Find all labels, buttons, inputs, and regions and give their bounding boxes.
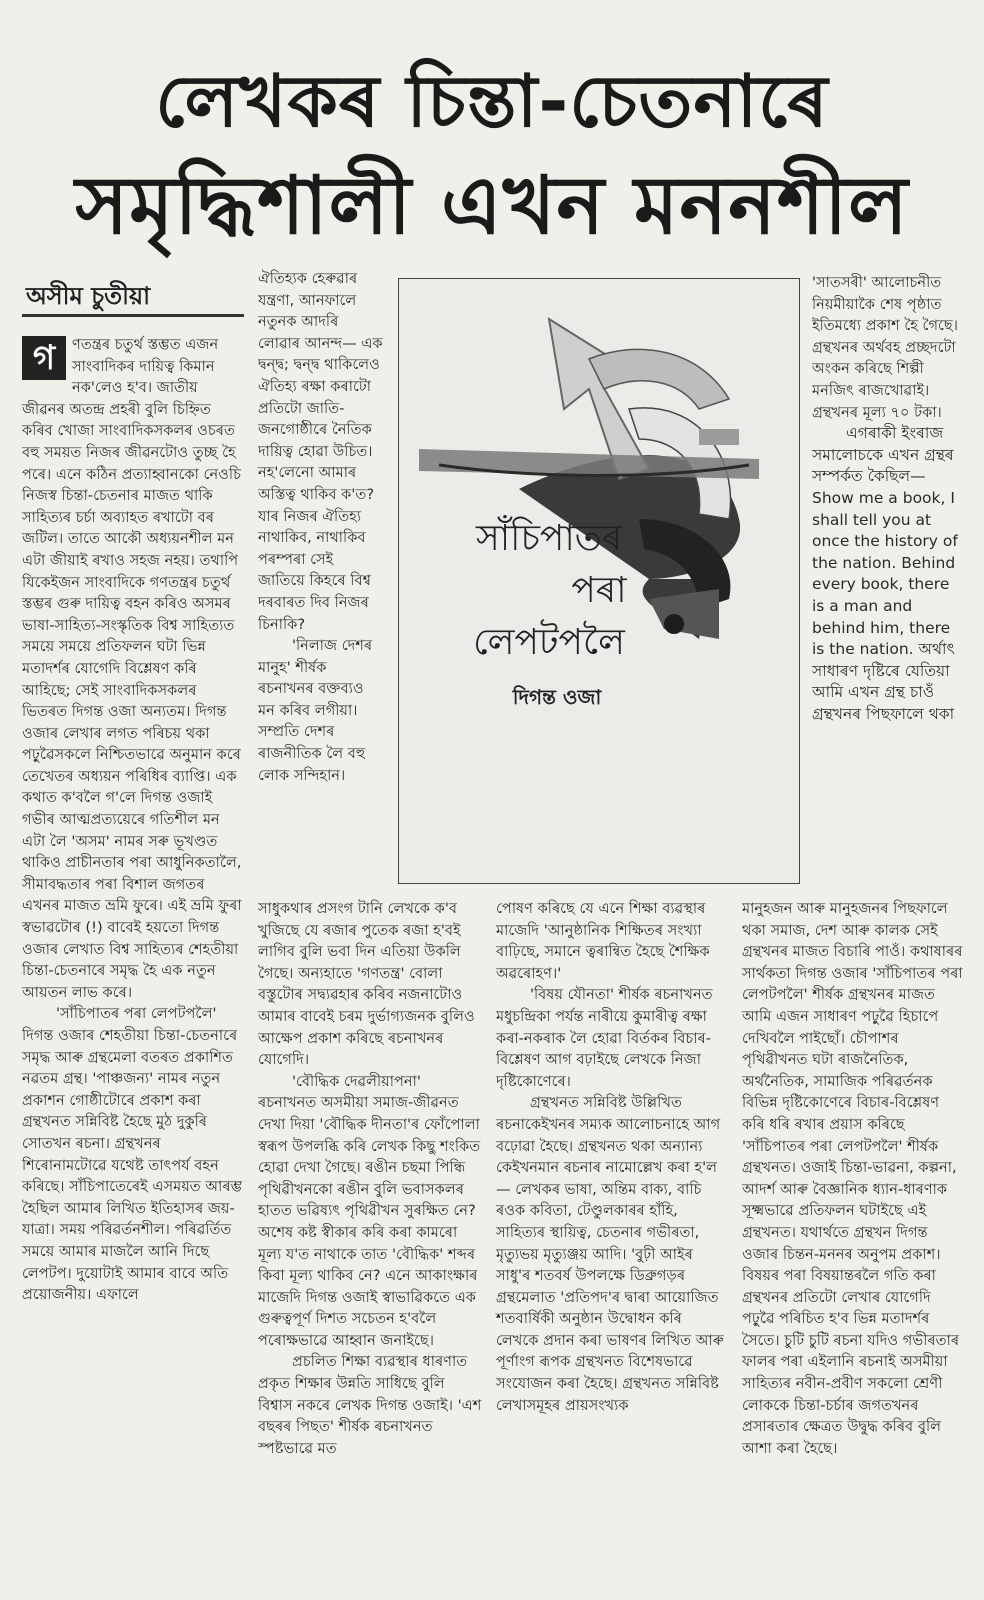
- headline-line-2: সমৃদ্ধিশালী এখন মননশীল: [75, 159, 909, 253]
- article-paragraph: 'সাতসৰী' আলোচনীত নিয়মীয়াকৈ শেষ পৃষ্ঠাত ইতিমধ্যে প্ৰকাশ হৈ গৈছে। গ্ৰন্থখনৰ অৰ্থবহ প্ৰচ্ছদটো অংকন কৰিছে শিল্পী মনজিৎ ৰাজখোৱাই। গ্ৰন্থখনৰ মূল্য ৭০ টকা।: [812, 274, 958, 421]
- article-paragraph: 'নিলাজ দেশৰ মানুহ' শীৰ্ষক ৰচনাখনৰ বক্তব্যও মন কৰিব লগীয়া। সম্প্ৰতি দেশৰ ৰাজনীতিক লৈ বহু লোক সন্দিহান।: [258, 637, 373, 784]
- drop-cap: গ: [22, 336, 66, 380]
- book-title-line: লেপটপলৈ: [473, 622, 625, 663]
- book-author: দিগন্ত ওজা: [512, 685, 602, 709]
- article-column-4: [258, 898, 483, 1459]
- article-paragraph: ঐতিহ্যক হেৰুৱাৰ যন্ত্ৰণা, আনফালে নতুনক আদৰি লোৱাৰ আনন্দ— এক দ্বন্দ্ব; দ্বন্দ্ব থাকিলেও ঐতিহ্য ৰক্ষা কৰাটো প্ৰতিটো জাতি-জনগোষ্ঠীৰে নৈতিক দায়িত্ব হোৱা উচিত। নহ'লেনো আমাৰ অস্তিত্ব থাকিব ক'ত? যাৰ নিজৰ ঐতিহ্য নাথাকিব, নাথাকিব পৰম্পৰা সেই জাতিয়ে কিহৰে বিশ্ব দৰবাৰত দিব নিজৰ চিনাকি?: [258, 270, 383, 633]
- paragraph-text: ণতন্ত্ৰৰ চতুৰ্থ স্তম্ভত এজন সাংবাদিকৰ দায়িত্ব কিমান নক'লেও হ'ব। জাতীয় জীৱনৰ অতন্দ্ৰ প্ৰহৰী বুলি চিহ্নিত কৰিব খোজা সাংবাদিকসকলৰ ওচৰত বহু সময়ত নিজৰ জীৱনটোও তুচ্ছ হৈ পৰে। এনে কঠিন প্ৰত্যাহ্বানকো নেওচি নিজস্ব চিন্তা-চেতনাৰ মাজত থাকি সাহিত্যৰ চৰ্চা অব্যাহত ৰখাটো বৰ জটিল। তাতে আকৌ অধ্যয়নশীল মন এটা জীয়াই ৰখাও সহজ নহয়। তথাপি যিকেইজন সাংবাদিকে গণতন্ত্ৰৰ চতুৰ্থ স্তম্ভৰ গুৰু দায়িত্ব বহন কৰিও অসমৰ ভাষা-সাহিত্য-সংস্কৃতিক বিশ্ব সাহিত্যত সময়ে সময়ে প্ৰতিফলন ঘটা ভিন্ন মতাদৰ্শৰ যোগেদি বিশ্লেষণ কৰি আহিছে; সেই সাংবাদিকসকলৰ ভিতৰত দিগন্ত ওজা অন্যতম। দিগন্ত ওজাৰ লেখাৰ লগত পৰিচয় থকা পঢ়ুৱৈসকলে নিশ্চিতভাৱে অনুমান কৰে তেখেতৰ অধ্যয়ন পৰিধিৰ ব্যাপ্তি। এক কথাত ক'বলৈ গ'লে দিগন্ত ওজাই গভীৰ আত্মপ্ৰত্যয়েৰে গতিশীল মন এটা লৈ 'অসম' নামৰ সৰু ভূখণ্ডত থাকিও প্ৰাচীনতাৰ পৰা আধুনিকতালৈ, সীমাবদ্ধতাৰ পৰা বিশাল জগতৰ এখনৰ মাজত ভ্ৰমি ফুৰে। এই ভ্ৰমি ফুৰা স্বভাৱটোৰ (!) বাবেই হয়তো দিগন্ত ওজাৰ লেখাত বিশ্ব সাহিত্যৰ শেহতীয়া চিন্তা-চেতনাৰে সমৃদ্ধ হৈ এক নতুন আয়তন লাভ কৰে।: [22, 336, 242, 1001]
- book-title-line: সাঁচিপাতৰ: [475, 518, 623, 559]
- article-paragraph: 'বিষয় যৌনতা' শীৰ্ষক ৰচনাখনত মধুচন্দ্ৰিকা পৰ্যন্ত নাৰীয়ে কুমাৰীত্ব ৰক্ষা কৰা-নকৰাক লৈ হোৱা বিৰ্তকৰ বিচাৰ-বিশ্লেষণ আগ বঢ়াইছে লেখকে নিজা দৃষ্টিকোণেৰে।: [496, 986, 713, 1090]
- article-paragraph: [22, 334, 244, 1003]
- byline-rule: [22, 314, 244, 317]
- article-paragraph: মানুহজন আৰু মানুহজনৰ পিছফালে থকা সমাজ, দেশ আৰু কালক সেই গ্ৰন্থখনৰ মাজত বিচাৰি পাওঁ। কথাষাৰৰ সাৰ্থকতা দিগন্ত ওজাৰ 'সাঁচিপাতৰ পৰা লেপটপলৈ' শীৰ্ষক গ্ৰন্থখনৰ মাজত আমি এজন সাধাৰণ পঢ়ুৱৈ হিচাপে দেখিবলৈ পাইছোঁ। চৌপাশৰ পৃথিৱীখনত ঘটা ৰাজনৈতিক, অৰ্থনৈতিক, সামাজিক পৰিৱৰ্তনক বিভিন্ন দৃষ্টিকোণেৰে বিচাৰ-বিশ্লেষণ কৰি ধৰি ৰখাৰ প্ৰয়াস কৰিছে 'সাঁচিপাতৰ পৰা লেপটপলৈ' শীৰ্ষক গ্ৰন্থখনত। ওজাই চিন্তা-ভাৱনা, কল্পনা, আদৰ্শ আৰু বৈজ্ঞানিক ধ্যান-ধাৰণাক সূক্ষ্মভাৱে প্ৰতিফলন ঘটাইছে এই গ্ৰন্থখনত। যথাৰ্থতে গ্ৰন্থখন দিগন্ত ওজাৰ চিন্তন-মননৰ অনুপম প্ৰকাশ। বিষয়ৰ পৰা বিষয়ান্তৰলৈ গতি কৰা গ্ৰন্থখনৰ প্ৰতিটো লেখাৰ যোগেদি পঢ়ুৱৈ পৰিচিত হ'ব ভিন্ন মতাদৰ্শৰ সৈতে। চুটি চুটি ৰচনা যদিও গভীৰতাৰ ফালৰ পৰা এইলানি ৰচনাই অসমীয়া সাহিত্যৰ নবীন-প্ৰবীণ সকলো শ্ৰেণী লোককে চিন্তা-চৰ্চাৰ জগতখনৰ প্ৰসাৰতাৰ ক্ষেত্ৰত উদ্বুদ্ধ কৰিব বুলি আশা কৰা হৈছে।: [742, 900, 963, 1457]
- article-paragraph: 'সাঁচিপাতৰ পৰা লেপটপলৈ' দিগন্ত ওজাৰ শেহতীয়া চিন্তা-চেতনাৰে সমৃদ্ধ আৰু গ্ৰন্থমেলা বতৰত প্ৰকাশিত নৱতম গ্ৰন্থ। 'পাঞ্চজন্য' নামৰ নতুন প্ৰকাশন গোষ্ঠীটোৰে প্ৰকাশ কৰা গ্ৰন্থখনত সন্নিবিষ্ট হৈছে মুঠ দুকুৰি সোতখন ৰচনা। গ্ৰন্থখনৰ শিৰোনামটোৱে যথেষ্ট তাৎপৰ্য বহন কৰিছে। সাঁচিপাতেৰেই এসময়ত আৰম্ভ হৈছিল আমাৰ লিখিত ইতিহাসৰ জয়-যাত্ৰা। সময় পৰিৱৰ্তনশীল। পৰিৱৰ্তিত সময়ে আমাৰ মাজলৈ আনি দিছে লেপটপ। দুয়োটাই আমাৰ বাবে অতি প্ৰয়োজনীয়। এফালে: [22, 1005, 243, 1304]
- article-column-5: [496, 898, 728, 1416]
- article-column-1: [22, 334, 244, 1306]
- article-column-3: [812, 272, 962, 725]
- book-cover-image: [398, 278, 800, 884]
- headline-line-1: লেখকৰ চিন্তা-চেতনাৰে: [155, 59, 829, 144]
- article-paragraph: সাধুকথাৰ প্ৰসংগ টানি লেখকে ক'ব খুজিছে যে ৰজাৰ পুতেক ৰজা হ'বই লাগিব বুলি ভবা দিন এতিয়া উকলি গৈছে। অন্যহাতে 'গণতন্ত্ৰ' বোলা বস্তুটোৰ সদ্ব্যৱহাৰ কৰিব নজনাটোও আমাৰ বাবেই চৰম দুৰ্ভাগ্যজনক বুলিও আক্ষেপ প্ৰকাশ কৰিছে ৰচনাখনৰ যোগেদি।: [258, 900, 475, 1069]
- article-paragraph: এগৰাকী ইংৰাজ সমালোচকে এখন গ্ৰন্থৰ সম্পৰ্কত কৈছিল— Show me a book, I shall tell you at once the history of the nation. Behind every book, there is a man and behind him, there is the nation. অৰ্থাৎ সাধাৰণ দৃষ্টিৰে যেতিয়া আমি এখন গ্ৰন্থ চাওঁ গ্ৰন্থখনৰ পিছফালে থকা: [812, 424, 958, 723]
- article-paragraph: পোষণ কৰিছে যে এনে শিক্ষা ব্যৱস্থাৰ মাজেদি 'আনুষ্ঠানিক শিক্ষিতৰ সংখ্যা বাঢ়িছে, সমানে ত্বৰান্বিত হৈছে শৈক্ষিক অৱৰোহণ।': [496, 900, 710, 982]
- article-paragraph: প্ৰচলিত শিক্ষা ব্যৱস্থাৰ ধাৰণাত প্ৰকৃত শিক্ষাৰ উন্নতি সাধিছে বুলি বিশ্বাস নকৰে লেখক দিগন্ত ওজাই। 'এশ বছৰৰ পিছত' শীৰ্ষক ৰচনাখনত স্পষ্টভাৱে মত: [258, 1353, 482, 1457]
- author-byline: অসীম চুতীয়া: [26, 282, 151, 310]
- article-column-6: [742, 898, 964, 1459]
- book-title-line: পৰা: [571, 570, 627, 611]
- article-column-2: [258, 268, 383, 786]
- article-paragraph: 'বৌদ্ধিক দেৱলীয়াপনা' ৰচনাখনত অসমীয়া সমাজ-জীৱনত দেখা দিয়া 'বৌদ্ধিক দীনতা'ৰ ফোঁপোলা স্বৰূপ উপলব্ধি কৰি লেখক কিছু শংকিত হোৱা দেখা গৈছে। ৰঙীন চছমা পিন্ধি পৃথিৱীখনকো ৰঙীন বুলি ভবাসকলৰ হাতত ভৱিষ্যৎ পৃথিৱীখন সুৰক্ষিত নে? অশেষ কষ্ট স্বীকাৰ কৰি কৰা কামৰো মূল্য য'ত নাথাকে তাত 'বৌদ্ধিক' শব্দৰ কিবা মূল্য থাকিব নে? এনে আকাংক্ষাৰ মাজেদি দিগন্ত ওজাই স্বাভাৱিকতে এক গুৰুত্বপূৰ্ণ দিশত সচেতন হ'বলৈ পৰোক্ষভাৱে আহ্বান জনাইছে।: [258, 1072, 481, 1349]
- article-paragraph: গ্ৰন্থখনত সন্নিবিষ্ট উল্লিখিত ৰচনাকেইখনৰ সম্যক আলোচনাহে আগ বঢ়োৱা হৈছে। গ্ৰন্থখনত থকা অন্যান্য কেইখনমান ৰচনাৰ নামোল্লেখ কৰা হ'ল— লেখকৰ ভাষা, অন্তিম বাক্য, বাচি ৰওক কবিতা, টেণ্ডুলকাৰৰ হাঁহি, সাহিত্যৰ স্থায়িত্ব, চেতনাৰ গভীৰতা, মৃত্যুভয় মৃত্যুঞ্জয় আদি। 'বুঢ়ী আইৰ সাধু'ৰ শতবৰ্ষ উপলক্ষে ডিব্ৰুগড়ৰ গ্ৰন্থমেলাত 'প্ৰতিপদ'ৰ দ্বাৰা আয়োজিত শতবাৰ্ষিকী অনুষ্ঠান উদ্বোধন কৰি লেখকে প্ৰদান কৰা ভাষণৰ লিখিত আৰু পূৰ্ণাংগ ৰূপক গ্ৰন্থখনত বিশেষভাৱে সংযোজন কৰা হৈছে। গ্ৰন্থখনত সন্নিবিষ্ট লেখাসমূহৰ প্ৰায়সংখ্যক: [496, 1094, 724, 1414]
